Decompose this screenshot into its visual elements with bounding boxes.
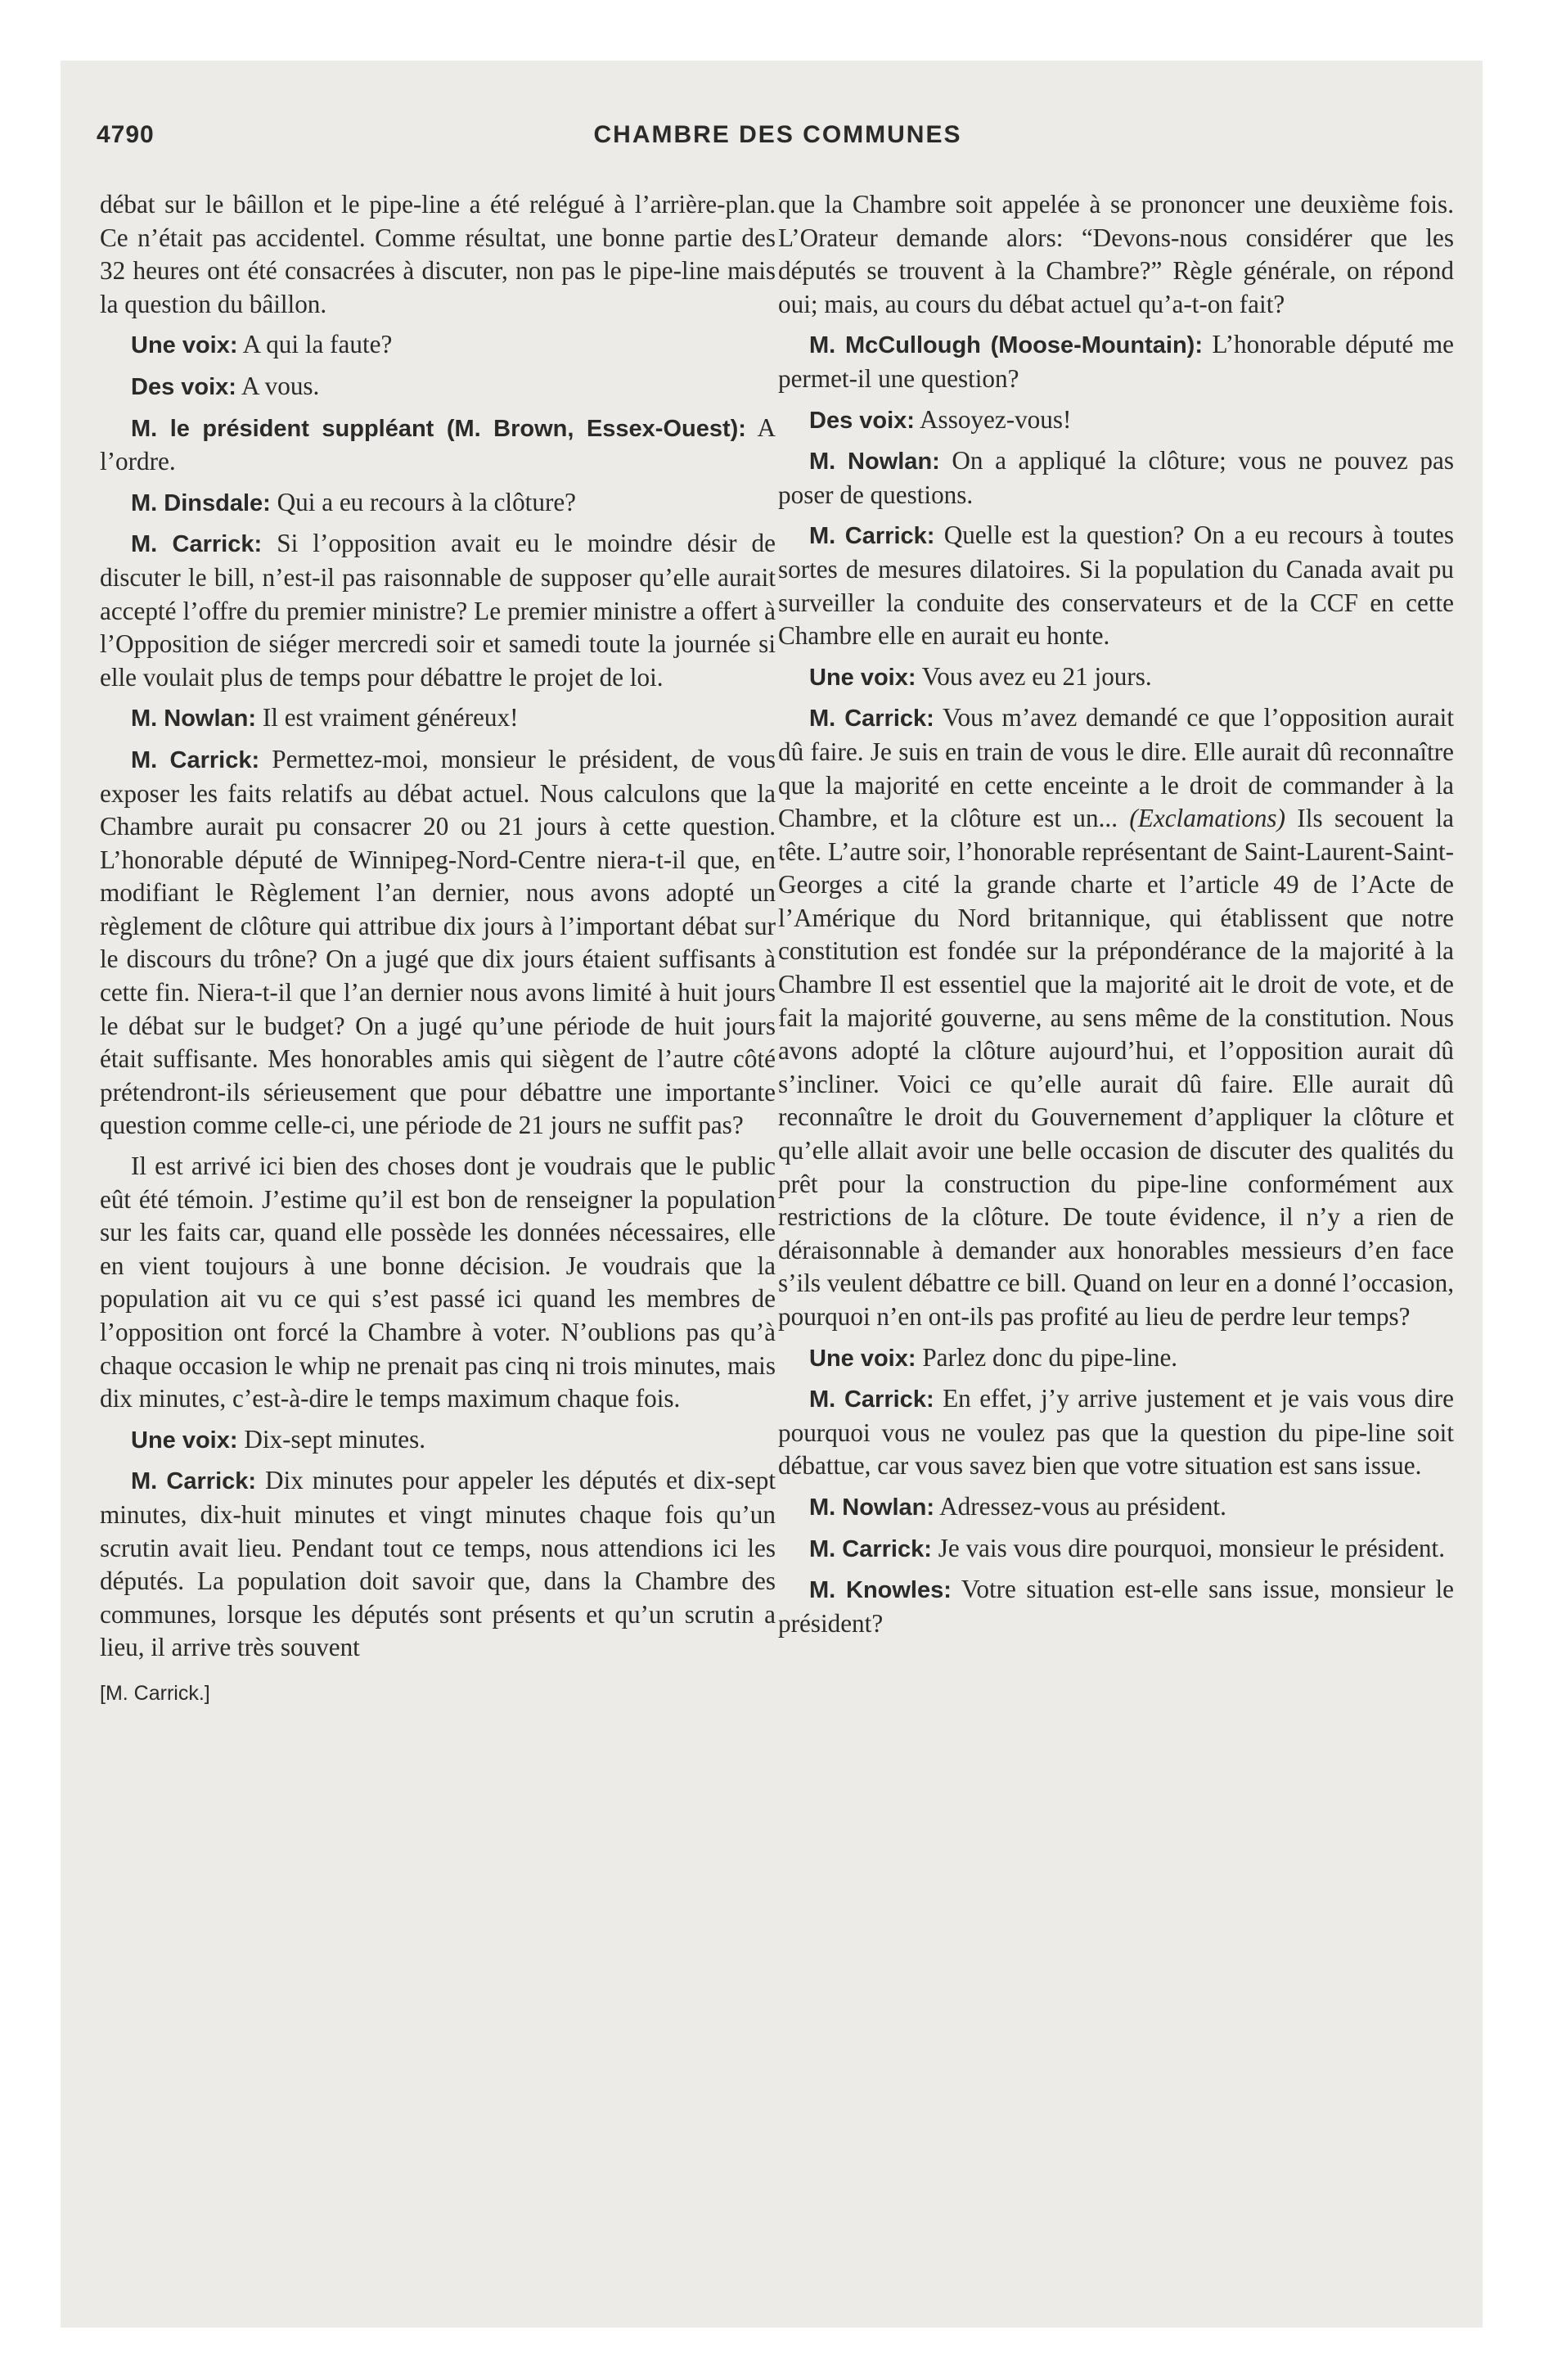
paragraph-text: Il est arrivé ici bien des choses dont je voudrais que le public eût été témoin. J’estime qu’il est bon de renseigner la population sur les faits car, quand elle possède les données nécessaires, elle en vient toujours à une bonne décision. Je voudrais que la population ait vu ce qui s’est passé ici quand les membres de l’opposition ont forcé la Chambre à voter. N’oublions pas qu’à chaque occasion le whip ne prenait pas cinq ni trois minutes, mais dix minutes, c’est-à-dire le temps maximum chaque fois. bbox=[100, 1152, 776, 1413]
speaker-name: Des voix: bbox=[809, 407, 915, 434]
speech-paragraph bbox=[100, 412, 776, 479]
speaker-name: M. Knowles: bbox=[809, 1577, 952, 1604]
speaker-name: M. Carrick: bbox=[809, 1535, 932, 1562]
speech-paragraph bbox=[100, 486, 776, 521]
speaker-name: M. Dinsdale: bbox=[131, 489, 271, 516]
speech-text: Adressez-vous au président. bbox=[939, 1491, 1226, 1521]
speech-text: Ils secouent la tête. L’autre soir, l’honorable représentant de Saint-Laurent-Saint-Georges a cité la grande charte et l’article 49 de l’Acte de l’Amérique du Nord britannique, qui établissent que notre constitution est fondée sur la prépondérance de la majorité à la Chambre Il est essentiel que la majorité ait le droit de vote, et de fait la majorité gouverne, au sens même de la constitution. Nous avons adopté la clôture aujourd’hui, et l’opposition aurait dû s’incliner. Voici ce qu’elle aurait dû faire. Elle aurait dû reconnaître le droit du Gouvernement d’appliquer la clôture et qu’elle allait avoir une belle occasion de discuter des qualités du prêt pour la construction du pipe-line conformément aux restrictions de la clôture. De toute évidence, il n’y a rien de déraisonnable à demander aux honorables messieurs d’en face s’ils veulent débattre ce bill. Quand on leur en a donné l’occasion, pourquoi n’en ont-ils pas profité au lieu de perdre leur temps? bbox=[778, 804, 1455, 1331]
speaker-name: M. Carrick: bbox=[809, 523, 935, 550]
page-number: 4790 bbox=[97, 121, 155, 148]
speech-text: Permettez-moi, monsieur le président, de vous exposer les faits relatifs au débat actuel. Nous calculons que la Chambre aurait pu consacrer 20 ou 21 jours à cette question. L’honorable député de Winnipeg-Nord-Centre niera-t-il que, en modifiant le Règlement l’an dernier, nous avons adopté un règlement de clôture qui attribue dix jours à l’important débat sur le discours du trône? On a jugé que dix jours étaient suffisants à cette fin. Niera-t-il que l’an dernier nous avons limité à huit jours le débat sur le budget? On a jugé qu’une période de huit jours était suffisante. Mes honorables amis qui siègent de l’autre côté prétendront-ils sérieusement que pour débattre une importante question comme celle-ci, une période de 21 jours ne suffit pas? bbox=[100, 744, 776, 1140]
paragraph bbox=[100, 1150, 776, 1416]
speaker-name: M. Carrick: bbox=[131, 531, 263, 558]
speech-paragraph bbox=[100, 527, 776, 694]
speech-text: A vous. bbox=[241, 371, 320, 400]
speech-paragraph bbox=[778, 1382, 1454, 1483]
paragraph bbox=[100, 188, 776, 321]
speech-text: Parlez donc du pipe-line. bbox=[922, 1342, 1178, 1372]
speaker-footer-note: [M. Carrick.] bbox=[100, 1681, 210, 1705]
speaker-name: M. Nowlan: bbox=[809, 449, 940, 476]
speech-text: Il est vraiment généreux! bbox=[262, 703, 519, 732]
speech-text: Dix-sept minutes. bbox=[244, 1424, 426, 1454]
speech-text: On a appliqué la clôture; vous ne pouvez pas poser de questions. bbox=[778, 446, 1454, 509]
speaker-name: M. le président suppléant (M. Brown, Essex-Ouest): bbox=[131, 415, 746, 442]
speech-text: Je vais vous dire pourquoi, monsieur le président. bbox=[938, 1533, 1445, 1562]
speech-paragraph bbox=[100, 1423, 776, 1458]
speaker-name: Des voix: bbox=[131, 373, 236, 400]
speech-paragraph bbox=[778, 403, 1454, 438]
speech-paragraph bbox=[100, 1464, 776, 1665]
speaker-name: M. McCullough (Moose-Mountain): bbox=[809, 332, 1203, 359]
speech-paragraph bbox=[778, 660, 1454, 695]
speech-text: Assoyez-vous! bbox=[920, 404, 1072, 434]
speech-paragraph bbox=[778, 1573, 1454, 1640]
speech-text: Vous m’avez demandé ce que l’opposition aurait dû faire. Je suis en train de vous le dire. Elle aurait dû reconnaître que la majorité en cette enceinte a le droit de commander à la Chambre, et la clôture est un... bbox=[778, 703, 1454, 833]
paragraph-text: débat sur le bâillon et le pipe-line a été relégué à l’arrière-plan. Ce n’était pas accidentel. Comme résultat, une bonne partie des 32 heures ont été consacrées à discuter, non pas le pipe-line mais la question du bâillon. bbox=[100, 190, 776, 318]
speech-paragraph bbox=[778, 444, 1454, 512]
speaker-name: M. Nowlan: bbox=[809, 1494, 935, 1521]
speech-text: Qui a eu recours à la clôture? bbox=[277, 487, 577, 516]
paragraph-text: que la Chambre soit appelée à se prononcer une deuxième fois. L’Orateur demande alors: “Devons-nous considérer que les députés se trouvent à la Chambre?” Règle générale, on répond oui; mais, au cours du débat actuel qu’a-t-on fait? bbox=[778, 190, 1454, 318]
speaker-name: M. Carrick: bbox=[809, 1386, 934, 1413]
speech-paragraph bbox=[778, 1341, 1454, 1376]
speaker-name: M. Carrick: bbox=[809, 705, 934, 732]
speech-text: Dix minutes pour appeler les députés et dix-sept minutes, dix-huit minutes et vingt minutes chaque fois qu’un scrutin avait lieu. Pendant tout ce temps, nous attendions ici les députés. La population doit savoir que, dans la Chambre des communes, lorsque les députés sont présents et qu’un scrutin a lieu, il arrive très souvent bbox=[100, 1466, 776, 1662]
speech-paragraph bbox=[100, 743, 776, 1143]
speaker-name: M. Carrick: bbox=[131, 746, 260, 773]
speech-text: Quelle est la question? On a eu recours à toutes sortes de mesures dilatoires. Si la population du Canada avait pu surveiller la conduite des conservateurs et de la CCF en cette Chambre elle en aurait eu honte. bbox=[778, 521, 1455, 651]
speech-paragraph bbox=[778, 701, 1454, 1333]
speech-paragraph bbox=[100, 370, 776, 404]
speech-text: En effet, j’y arrive justement et je vais vous dire pourquoi vous ne voulez pas que la question du pipe-line soit débattue, car vous savez bien que votre situation est sans issue. bbox=[778, 1384, 1455, 1481]
page bbox=[61, 61, 1483, 2328]
speaker-name: Une voix: bbox=[131, 1427, 238, 1454]
speech-paragraph bbox=[100, 328, 776, 363]
speaker-name: M. Carrick: bbox=[131, 1468, 257, 1495]
speech-paragraph bbox=[100, 701, 776, 736]
page-header bbox=[97, 121, 1459, 162]
speech-text: Votre situation est-elle sans issue, monsieur le président? bbox=[778, 1575, 1455, 1638]
exclamations-note: (Exclamations) bbox=[1129, 804, 1285, 833]
speaker-name: Une voix: bbox=[809, 664, 916, 691]
left-column bbox=[100, 188, 776, 1713]
speech-text: A l’ordre. bbox=[100, 412, 776, 476]
speech-paragraph bbox=[778, 1532, 1454, 1566]
speech-paragraph bbox=[778, 1490, 1454, 1525]
speaker-name: Une voix: bbox=[131, 332, 238, 359]
right-column bbox=[778, 188, 1454, 1648]
speech-text: A qui la faute? bbox=[242, 330, 393, 359]
speech-text: Vous avez eu 21 jours. bbox=[921, 661, 1152, 691]
speech-text: L’honorable député me permet-il une question? bbox=[778, 330, 1454, 393]
paragraph bbox=[778, 188, 1454, 321]
speech-paragraph bbox=[778, 519, 1454, 652]
speaker-name: Une voix: bbox=[809, 1345, 916, 1372]
speech-paragraph bbox=[778, 328, 1454, 395]
speaker-name: M. Nowlan: bbox=[131, 705, 257, 732]
running-title: CHAMBRE DES COMMUNES bbox=[593, 121, 962, 148]
speech-text: Si l’opposition avait eu le moindre désir de discuter le bill, n’est-il pas raisonnable de supposer qu’elle aurait accepté l’offre du premier ministre? Le premier ministre a offert à l’Opposition de siéger mercredi soir et samedi toute la journée si elle voulait plus de temps pour débattre le projet de loi. bbox=[100, 529, 776, 692]
